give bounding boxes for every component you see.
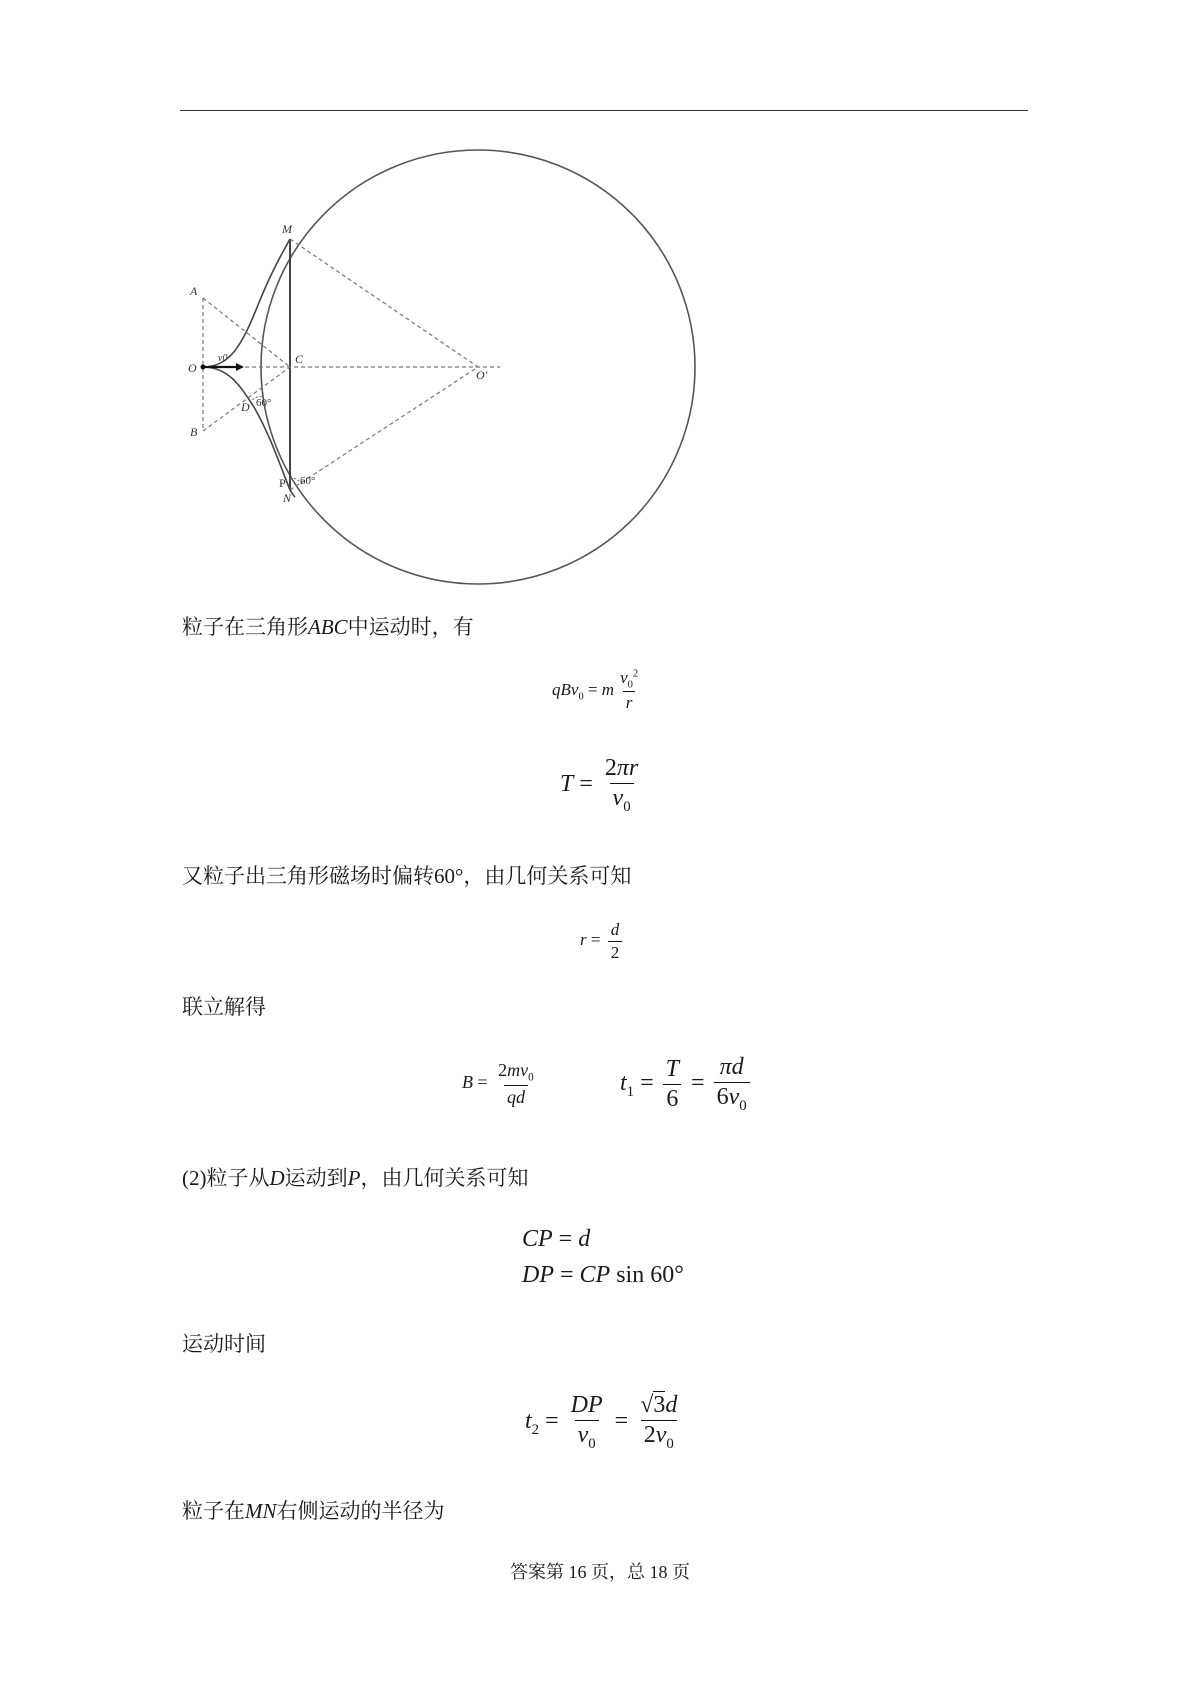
text-p6: 粒子在MN右侧运动的半径为 xyxy=(182,1499,445,1523)
formula-lorentz: qBv$_0$ = m $\frac{v_0^2}{r}$ xyxy=(552,668,639,713)
formula-t1: $t_1$ = $\frac{T}{6}$ = $\frac{\pi d}{6v_0}$ xyxy=(620,1054,753,1115)
label-v0: v0 xyxy=(218,353,228,364)
label-O: O xyxy=(188,361,197,375)
text-p3: 联立解得 xyxy=(182,995,266,1019)
page-footer: 答案第 16 页，总 18 页 xyxy=(510,1562,690,1582)
formula-CP: CP = d xyxy=(522,1226,591,1252)
text-p5: 运动时间 xyxy=(182,1332,266,1356)
header-rule xyxy=(180,110,1028,111)
label-B: B xyxy=(190,425,198,439)
label-A: A xyxy=(190,284,198,298)
formula-radius: r = $\frac{d}{2}$ xyxy=(580,920,625,963)
label-C: C xyxy=(295,352,304,366)
label-D: D xyxy=(241,400,250,414)
formula-DP: DP = CP sin 60° xyxy=(522,1262,684,1288)
physics-diagram xyxy=(180,145,700,585)
label-O-prime: O′ xyxy=(476,368,488,382)
formula-t2: $t_2$ = $\frac{DP}{v_0}$ = $\frac{√3d}{2v_0}$ xyxy=(525,1392,678,1452)
upper-trajectory xyxy=(203,239,290,367)
label-P: P xyxy=(279,476,286,490)
text-p2: 又粒子出三角形磁场时偏转60°，由几何关系可知 xyxy=(182,864,632,888)
text-p1: 粒子在三角形ABC中运动时，有 xyxy=(182,615,474,639)
label-angle-P: 60° xyxy=(300,475,316,487)
label-M: M xyxy=(282,222,292,236)
formula-B: B = $\frac{2mv_0}{qd}$ xyxy=(462,1060,534,1107)
label-N: N xyxy=(283,491,292,505)
text-p4: (2)粒子从D运动到P，由几何关系可知 xyxy=(182,1166,529,1190)
formula-period: T = $\frac{2\pi r}{v_0}$ xyxy=(560,755,639,815)
label-angle-D: 60° xyxy=(256,397,272,409)
